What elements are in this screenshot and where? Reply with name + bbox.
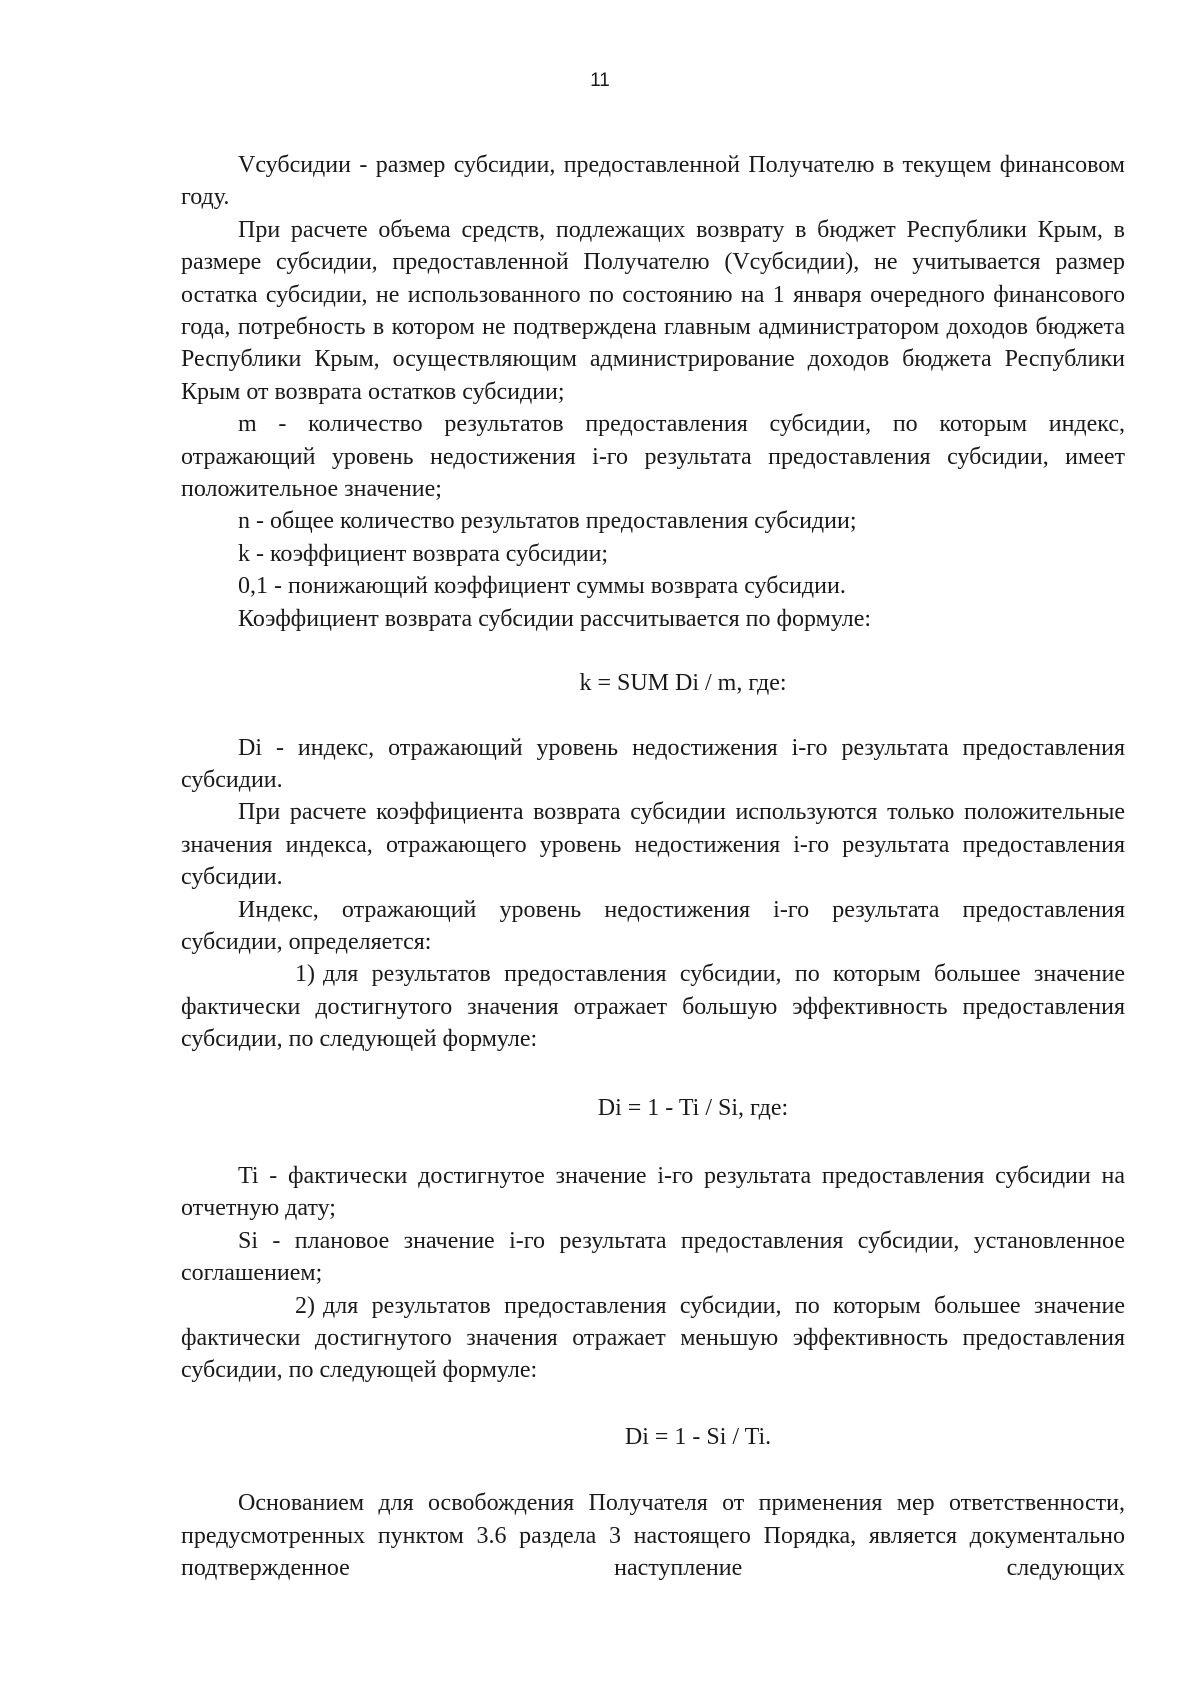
paragraph-m-definition: m - количество результатов предоставления субсидии, по которым индекс, отражающий уровень недостижения i-го результата предоставления субсидии, имеет положительное значение; <box>181 411 1125 503</box>
paragraph-refund-calculation: При расчете объема средств, подлежащих возврату в бюджет Республики Крым, в размере субсидии, предоставленной Получателю (Vсубсидии), не учитывается размер остатка субсидии, не использованного по состоянию на 1 января очередного финансового года, потребность в котором не подтверждена главным администратором доходов бюджета Республики Крым, осуществляющим администрирование доходов бюджета Республики Крым от возврата остатков субсидии; <box>181 216 1125 405</box>
paragraph-exemption-basis: Основанием для освобождения Получателя от применения мер ответственности, предусмотренных пунктом 3.6 раздела 3 настоящего Порядка, является документально подтвержденное наступление следующих <box>181 1490 1125 1582</box>
list-item-2-text: для результатов предоставления субсидии, по которым большее значение фактически достигнутого значения отражает меньшую эффективность предоставления субсидии, по следующей формуле: <box>181 1292 1125 1384</box>
formula-k: k = SUM Di / m, где: <box>579 670 787 697</box>
paragraph-index-determination: Индекс, отражающий уровень недостижения i-го результата предоставления субсидии, определяется: <box>181 896 1125 955</box>
list-item-1-text: для результатов предоставления субсидии, по которым большее значение фактически достигнутого значения отражает большую эффективность предоставления субсидии, по следующей формуле: <box>181 961 1125 1053</box>
paragraph-k-definition: k - коэффициент возврата субсидии; <box>238 540 609 567</box>
formula-di-si-ti: Di = 1 - Si / Ti. <box>624 1423 772 1450</box>
paragraph-coefficient-intro: Коэффициент возврата субсидии рассчитывается по формуле: <box>238 605 872 632</box>
page-number: 11 <box>590 70 610 91</box>
paragraph-di-definition: Di - индекс, отражающий уровень недостижения i-го результата предоставления субсидии. <box>181 734 1125 793</box>
list-item-1-number: 1) <box>295 961 315 988</box>
formula-di-ti-si: Di = 1 - Ti / Si, где: <box>597 1094 789 1121</box>
paragraph-v-subsidy-definition: Vсубсидии - размер субсидии, предоставленной Получателю в текущем финансовом году. <box>181 152 1125 211</box>
paragraph-si-definition: Si - плановое значение i-го результата предоставления субсидии, установленное соглашением; <box>181 1227 1125 1287</box>
list-item-2-number: 2) <box>295 1292 315 1319</box>
paragraph-ti-definition: Ti - фактически достигнутое значение i-го результата предоставления субсидии на отчетную дату; <box>181 1162 1125 1222</box>
list-item-2 <box>181 1290 1125 1387</box>
paragraph-reduction-coefficient: 0,1 - понижающий коэффициент суммы возврата субсидии. <box>238 573 846 600</box>
list-item-1 <box>181 958 1125 1055</box>
paragraph-n-definition: n - общее количество результатов предоставления субсидии; <box>238 508 857 535</box>
document-body <box>181 149 1125 1584</box>
paragraph-positive-values: При расчете коэффициента возврата субсидии используются только положительные значения индекса, отражающего уровень недостижения i-го результата предоставления субсидии. <box>181 799 1125 891</box>
